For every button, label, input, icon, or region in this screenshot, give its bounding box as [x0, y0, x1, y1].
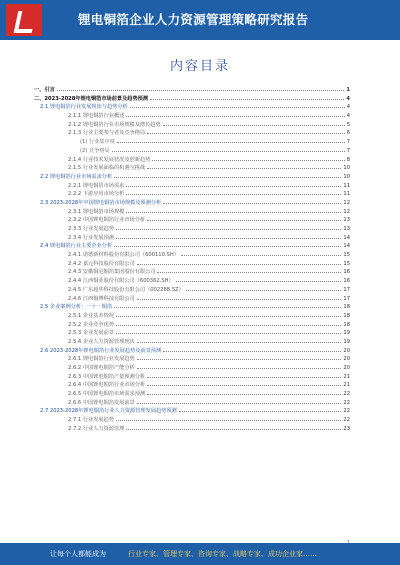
toc-entry[interactable] [34, 414, 350, 423]
toc-entry[interactable] [34, 119, 350, 128]
toc-entry-page: 13 [343, 217, 350, 224]
toc-entry-page: 10 [343, 165, 350, 172]
toc-entry[interactable] [34, 258, 350, 267]
toc-entry-page: 22 [343, 391, 350, 398]
toc-entry-text: 2.4 锂电铜箔行业主要企业分析 [40, 243, 113, 250]
toc-leader-dots [186, 284, 342, 291]
toc-entry-text: 2.1 锂电铜箔行业发展现状与趋势分析 [40, 104, 128, 111]
toc-entry-page: 21 [343, 382, 350, 389]
toc-leader-dots [57, 84, 345, 91]
toc-entry-text: 2.6.6 中国锂电铜箔发展前景 [68, 399, 135, 406]
toc-entry-page: 7 [346, 139, 350, 146]
table-of-contents [34, 84, 350, 432]
toc-entry-text: 2.7.1 行业发展趋势 [68, 417, 114, 424]
toc-entry-text: 2.4.6 江西铜博科技有限公司 [68, 295, 135, 302]
toc-entry-text: 2.7.2 行业人力资源管理 [68, 425, 125, 432]
toc-entry-page: 11 [343, 191, 350, 198]
toc-entry[interactable] [34, 327, 350, 336]
toc-leader-dots [116, 319, 341, 326]
toc-leader-dots [114, 240, 341, 247]
toc-entry-text: (1) 行业集中度 [80, 139, 115, 146]
toc-entry-page: 20 [343, 356, 350, 363]
toc-entry[interactable] [34, 154, 350, 163]
toc-entry-text: (2) 竞争格局 [80, 147, 110, 154]
toc-leader-dots [181, 249, 341, 256]
toc-entry-page: 22 [343, 408, 350, 415]
brand-logo [6, 4, 42, 36]
toc-entry[interactable] [34, 388, 350, 397]
toc-entry-page: 23 [343, 425, 350, 432]
toc-entry-page: 22 [343, 399, 350, 406]
toc-leader-dots [116, 327, 341, 334]
toc-entry-text: 2.6.4 中国锂电铜箔行业市场分析 [68, 382, 146, 389]
toc-entry[interactable] [34, 197, 350, 206]
toc-leader-dots [147, 127, 345, 134]
toc-entry[interactable] [34, 371, 350, 380]
toc-entry-text: 2.4.3 安徽铜冠铜箔集团股份有限公司 [68, 269, 156, 276]
toc-leader-dots [114, 171, 341, 178]
toc-leader-dots [163, 197, 341, 204]
toc-entry-page: 12 [343, 199, 350, 206]
toc-leader-dots [147, 162, 341, 169]
toc-entry[interactable] [34, 214, 350, 223]
toc-entry-page: 20 [343, 347, 350, 354]
toc-entry-text: 一、引言 [34, 87, 55, 93]
toc-entry-text: 2.1.1 锂电铜箔行业概述 [68, 113, 125, 120]
toc-entry-text: 2.3.3 行业发展趋势 [68, 226, 114, 232]
toc-leader-dots [116, 232, 341, 239]
toc-entry-text: 2.1.2 锂电铜箔行业市场规模及增长趋势 [68, 121, 161, 128]
toc-leader-dots [126, 423, 341, 430]
toc-entry-page: 15 [343, 252, 350, 259]
toc-entry[interactable] [34, 240, 350, 249]
toc-entry-page: 5 [346, 121, 350, 128]
toc-leader-dots [137, 353, 342, 360]
toc-entry-text: 2.5.4 企业人力资源管理现状 [68, 338, 135, 345]
toc-entry[interactable] [34, 136, 350, 145]
page-footer [0, 543, 400, 565]
toc-entry-page: 18 [343, 321, 350, 328]
toc-entry[interactable] [34, 266, 350, 275]
toc-entry-page: 10 [343, 173, 350, 180]
toc-leader-dots [147, 379, 341, 386]
toc-leader-dots [152, 154, 344, 161]
toc-entry-text: 2.2.1 锂电铜箔市场需求 [68, 182, 125, 189]
toc-leader-dots [126, 110, 344, 117]
toc-entry-text: 2.3.1 锂电铜箔市场规模 [68, 208, 125, 215]
toc-entry-text: 2.2.2 下游应用市场分析 [68, 191, 125, 198]
toc-entry[interactable] [34, 336, 350, 345]
toc-entry-page: 8 [346, 156, 350, 163]
toc-entry-page: 7 [346, 147, 350, 154]
toc-entry[interactable] [34, 397, 350, 406]
toc-entry-text: 2.4.2 嘉元科技股份有限公司 [68, 260, 135, 267]
toc-entry-text: 2.5.3 企业发展前景 [68, 330, 114, 337]
toc-leader-dots [126, 188, 341, 195]
toc-leader-dots [116, 414, 341, 421]
toc-entry-text: 2.6.5 中国锂电铜箔市场需求预测 [68, 391, 146, 398]
toc-entry-text: 2.6 2023-2028年锂电铜箔行业发展趋势及前景预测 [40, 347, 162, 354]
toc-heading: 内容目录 [169, 59, 230, 74]
toc-entry-text: 2.3.4 行业发展预测 [68, 234, 114, 241]
toc-entry-text: 2.5.1 企业基本情况 [68, 312, 114, 319]
toc-entry-text: 2.6.2 中国锂电铜箔产能分析 [68, 365, 135, 371]
toc-leader-dots [137, 397, 342, 404]
toc-entry[interactable] [34, 101, 350, 110]
toc-leader-dots [130, 101, 345, 108]
toc-entry-page: 17 [343, 295, 350, 302]
toc-entry[interactable] [34, 301, 350, 310]
toc-entry[interactable] [34, 162, 350, 171]
toc-entry[interactable] [34, 423, 350, 432]
toc-entry-text: 2.4.4 江西铜业股份有限公司（600362.SH） [68, 278, 174, 285]
page-header [0, 0, 400, 40]
toc-leader-dots [176, 275, 342, 282]
toc-entry-page: 19 [343, 330, 350, 337]
toc-entry-page: 4 [346, 104, 350, 111]
toc-entry-page: 21 [343, 373, 350, 380]
toc-entry[interactable] [34, 310, 350, 319]
toc-entry-page: 4 [346, 113, 350, 120]
toc-entry[interactable] [34, 145, 350, 154]
toc-entry[interactable] [34, 232, 350, 241]
toc-entry-text: 2.7 2023-2028年锂电铜箔行业人力资源管理发展趋势预测 [40, 408, 177, 415]
toc-entry-text: 2.1.4 行业技术发展状况及创新趋势 [68, 156, 151, 163]
toc-entry-page: 19 [343, 338, 350, 345]
toc-entry[interactable] [34, 379, 350, 388]
toc-entry[interactable] [34, 206, 350, 215]
toc-entry-page: 11 [343, 182, 350, 189]
toc-entry-text: 2.5 企业案例分析：一十一铜箔 [40, 304, 113, 311]
toc-entry[interactable] [34, 353, 350, 362]
toc-entry[interactable] [34, 405, 350, 414]
toc-leader-dots [179, 405, 342, 412]
toc-entry-page: 16 [343, 278, 350, 285]
toc-leader-dots [126, 206, 341, 213]
toc-leader-dots [114, 301, 341, 308]
toc-entry-text: 2.3 2023-2028年中国锂电铜箔市场规模及预测分析 [40, 199, 162, 206]
toc-entry-text: 2.4.1 诺德新材料股份有限公司（600110.SH） [68, 252, 179, 259]
toc-entry[interactable] [34, 110, 350, 119]
toc-leader-dots [116, 310, 341, 317]
toc-entry-text: 2.2 锂电铜箔行业市场需求分析 [40, 173, 113, 180]
toc-entry-page: 17 [343, 286, 350, 293]
toc-entry-text: 2.1.3 行业主要参与者及竞争格局 [68, 130, 146, 137]
toc-entry[interactable] [34, 362, 350, 371]
toc-entry-page: 18 [343, 312, 350, 319]
toc-entry-text: 2.1.5 行业发展面临的机遇与挑战 [68, 165, 146, 172]
toc-entry[interactable] [34, 319, 350, 328]
toc-entry[interactable] [34, 188, 350, 197]
toc-entry-page: 14 [343, 243, 350, 250]
toc-entry-text: 2.6.1 锂电铜箔行业发展趋势 [68, 356, 135, 363]
toc-entry-page: 6 [346, 130, 350, 137]
toc-entry[interactable] [34, 127, 350, 136]
toc-leader-dots [147, 388, 341, 395]
toc-entry[interactable] [34, 249, 350, 258]
toc-leader-dots [117, 136, 345, 143]
toc-entry-text: 2.3.2 中国锂电铜箔行业市场分析 [68, 217, 146, 224]
toc-entry-page: 1 [346, 87, 350, 93]
toc-leader-dots [147, 371, 341, 378]
toc-entry-page: 13 [343, 226, 350, 232]
toc-leader-dots [112, 145, 345, 152]
toc-entry[interactable] [34, 345, 350, 354]
toc-entry-page: 22 [343, 417, 350, 424]
toc-entry-page: 20 [343, 365, 350, 371]
toc-entry[interactable] [34, 171, 350, 180]
toc-leader-dots [137, 258, 342, 265]
toc-leader-dots [147, 214, 341, 221]
toc-entry-page: 18 [343, 304, 350, 311]
toc-leader-dots [150, 93, 344, 100]
footer-slogan: 让每个人都能成为 [50, 550, 106, 558]
toc-leader-dots [163, 119, 345, 126]
toc-entry-page: 15 [343, 260, 350, 267]
toc-leader-dots [157, 266, 341, 273]
report-title: 锂电铜箔企业人力资源管理策略研究报告 [78, 12, 309, 27]
toc-entry-page: 12 [343, 208, 350, 215]
toc-leader-dots [126, 180, 341, 187]
toc-leader-dots [137, 293, 342, 300]
toc-leader-dots [116, 223, 341, 230]
toc-entry[interactable] [34, 275, 350, 284]
toc-entry[interactable] [34, 223, 350, 232]
toc-leader-dots [163, 345, 341, 352]
toc-entry-text: 二、2023-2028年锂电铜箔市场前景及趋势预测 [34, 95, 149, 102]
toc-entry[interactable] [34, 93, 350, 102]
toc-leader-dots [137, 336, 342, 343]
toc-entry-text: 2.5.2 企业竞争优势 [68, 321, 114, 328]
toc-entry-page: 14 [343, 234, 350, 241]
toc-entry[interactable] [34, 84, 350, 93]
toc-entry-page: 4 [346, 95, 350, 102]
toc-entry-text: 2.4.5 广东超华科技股份有限公司（002288.SZ） [68, 286, 184, 293]
toc-leader-dots [137, 362, 342, 369]
toc-entry[interactable] [34, 293, 350, 302]
footer-roles: 行业专家、管理专家、咨询专家、战略专家、成功企业家…… [128, 550, 317, 558]
toc-entry-page: 16 [343, 269, 350, 276]
toc-entry[interactable] [34, 180, 350, 189]
toc-entry[interactable] [34, 284, 350, 293]
toc-entry-text: 2.6.3 中国锂电铜箔产量预测分析 [68, 373, 146, 380]
